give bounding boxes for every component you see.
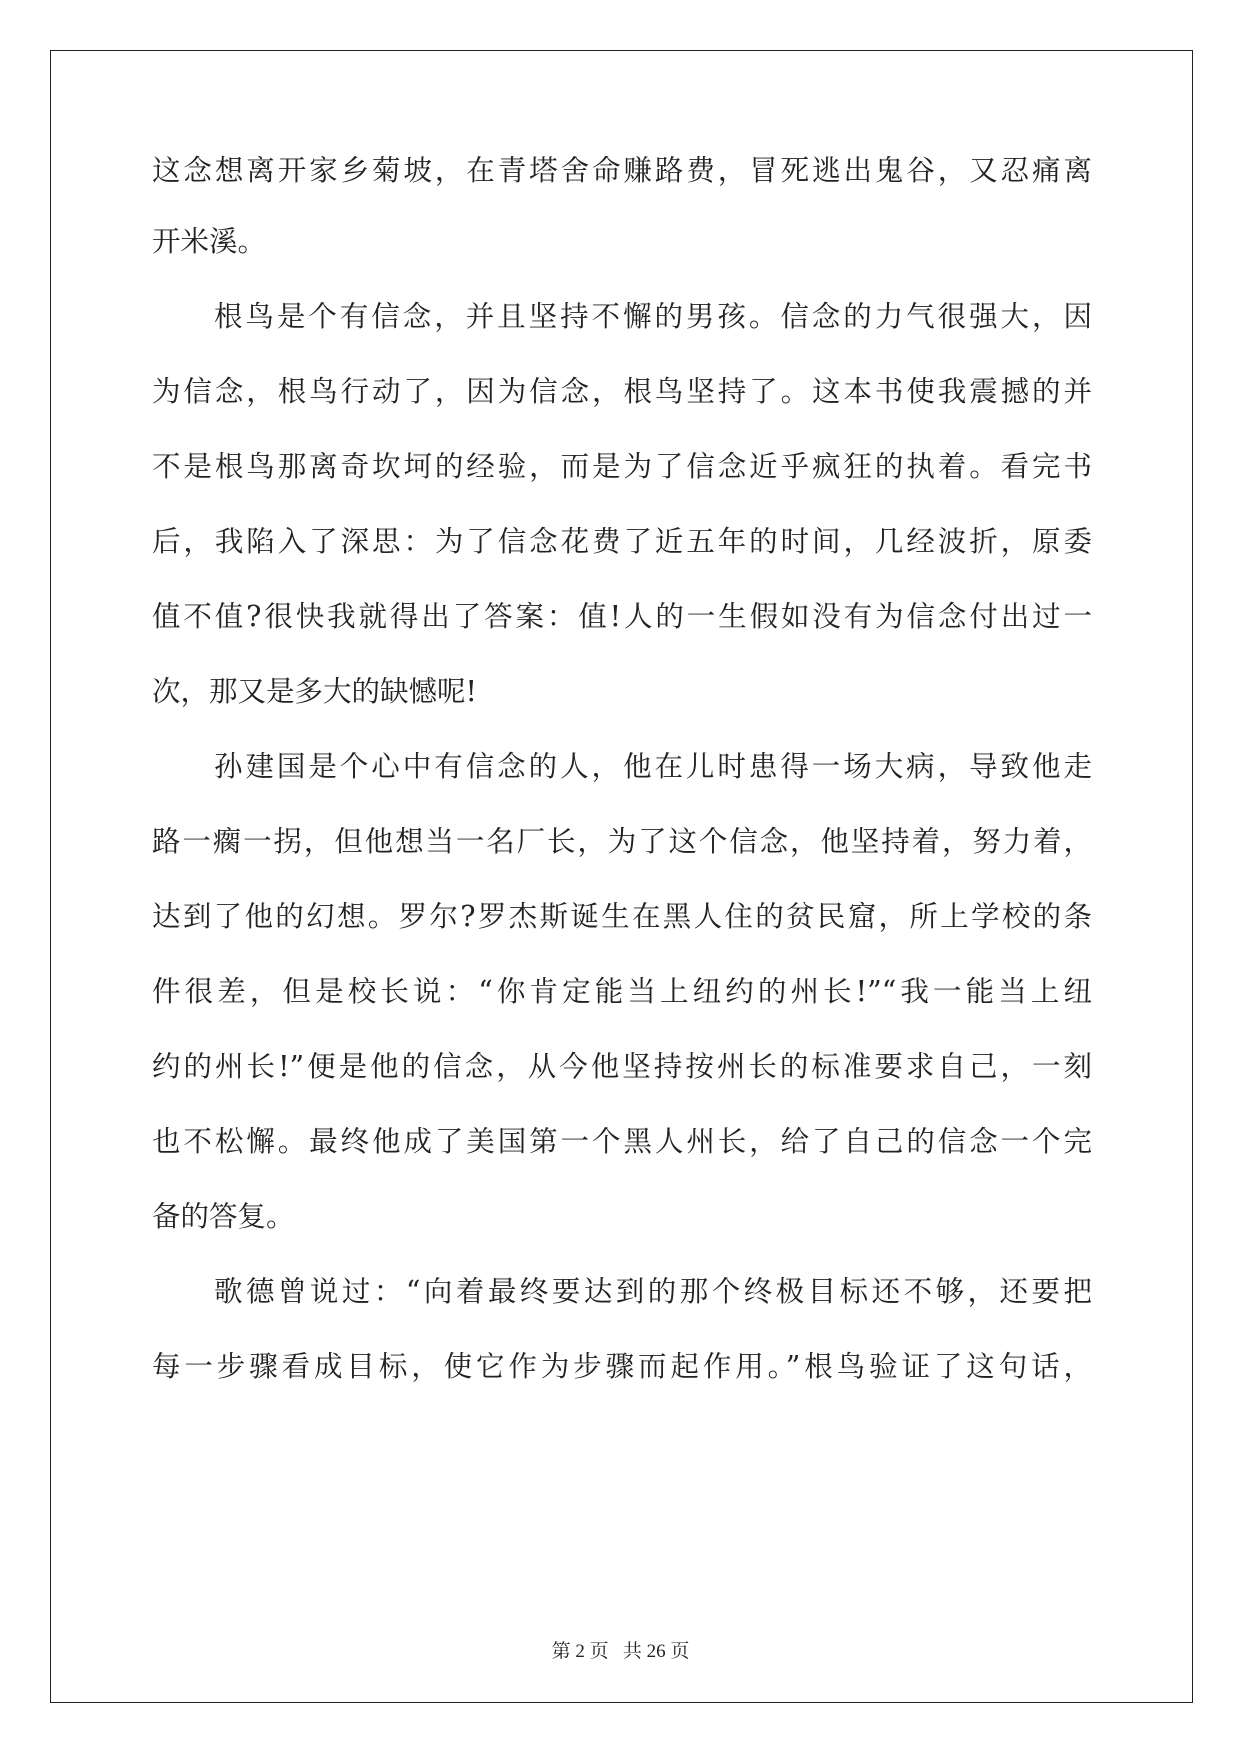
paragraph-first-line: 孙建国是个心中有信念的人，他在儿时患得一场大病，导致他走 <box>214 750 1092 783</box>
text-line: 约的州长!”便是他的信念，从今他坚持按州长的标准要求自己，一刻 <box>152 1050 1092 1083</box>
text-line: 路一瘸一拐，但他想当一名厂长，为了这个信念，他坚持着，努力着， <box>152 825 1092 858</box>
paragraph-first-line: 歌德曾说过：“向着最终要达到的那个终极目标还不够，还要把 <box>214 1275 1092 1308</box>
text-line: 达到了他的幻想。罗尔?罗杰斯诞生在黑人住的贫民窟，所上学校的条 <box>152 900 1092 933</box>
text-line: 开米溪。 <box>152 225 267 258</box>
text-line: 这念想离开家乡菊坡，在青塔舍命赚路费，冒死逃出鬼谷，又忍痛离 <box>152 154 1092 187</box>
page-total: 共 26 页 <box>622 1641 690 1662</box>
text-line: 不是根鸟那离奇坎坷的经验，而是为了信念近乎疯狂的执着。看完书 <box>152 450 1092 483</box>
text-line: 件很差，但是校长说：“你肯定能当上纽约的州长!”“我一能当上纽 <box>152 975 1092 1008</box>
text-line: 值不值?很快我就得出了答案：值!人的一生假如没有为信念付出过一 <box>152 600 1092 633</box>
text-line: 备的答复。 <box>152 1200 295 1233</box>
text-line: 后，我陷入了深思：为了信念花费了近五年的时间，几经波折，原委 <box>152 525 1092 558</box>
text-line: 次，那又是多大的缺憾呢! <box>152 675 477 708</box>
paragraph-first-line: 根鸟是个有信念，并且坚持不懈的男孩。信念的力气很强大，因 <box>214 300 1092 333</box>
page-footer <box>0 1640 1241 1664</box>
page-number: 第 2 页 <box>551 1641 609 1662</box>
text-line: 也不松懈。最终他成了美国第一个黑人州长，给了自己的信念一个完 <box>152 1125 1092 1158</box>
text-line: 每一步骤看成目标，使它作为步骤而起作用。”根鸟验证了这句话， <box>152 1350 1092 1383</box>
text-line: 为信念，根鸟行动了，因为信念，根鸟坚持了。这本书使我震撼的并 <box>152 375 1092 408</box>
